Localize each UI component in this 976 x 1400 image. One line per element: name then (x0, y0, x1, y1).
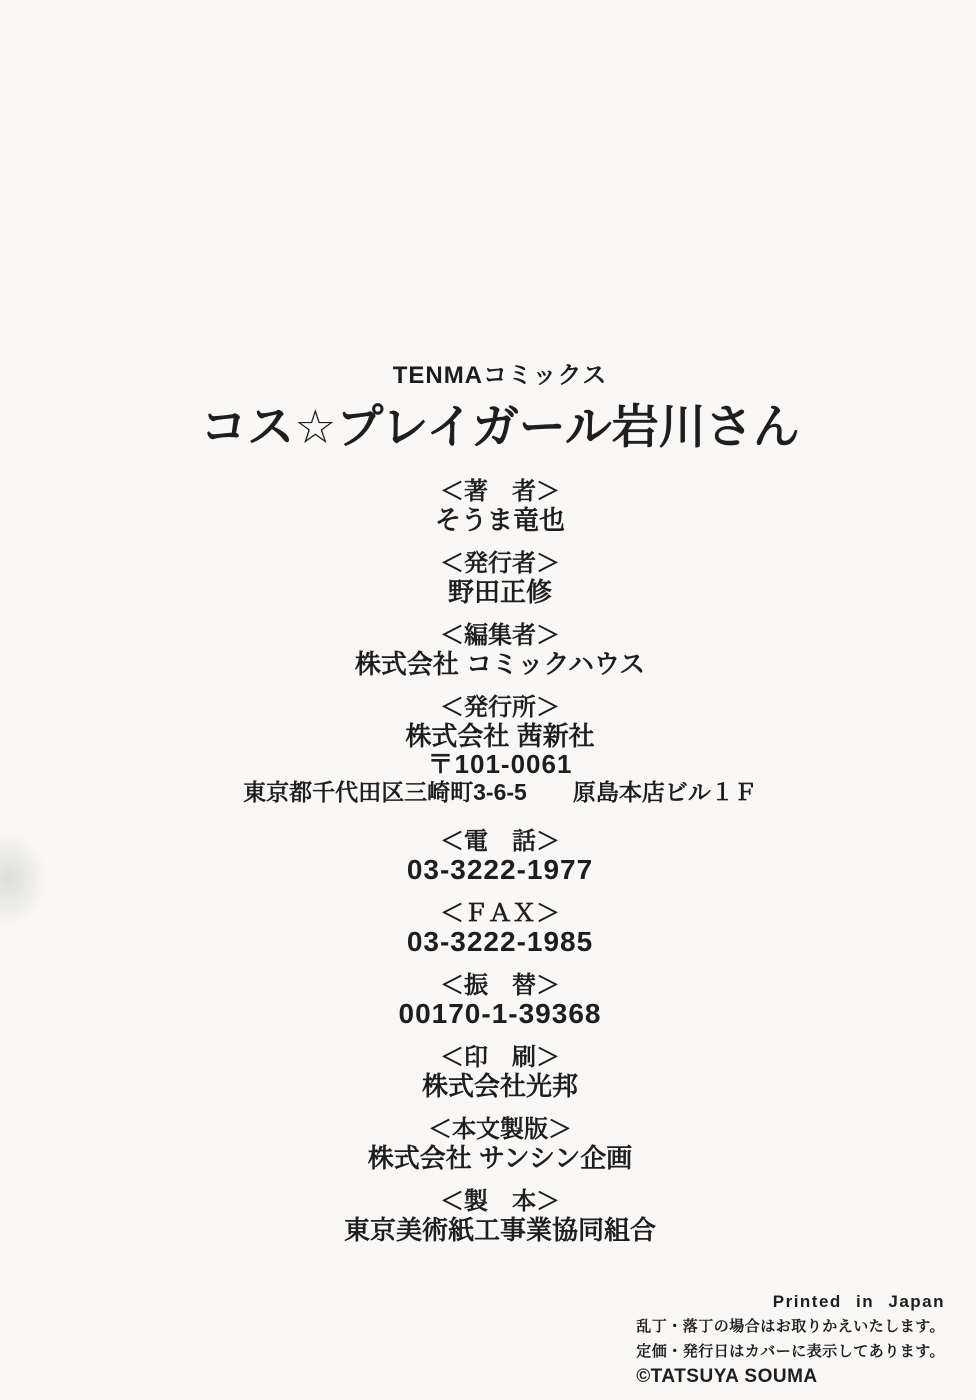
entry-label-printing: ＜印 刷＞ (440, 1044, 560, 1071)
entry-label-editor: ＜編集者＞ (440, 622, 560, 649)
entry-label-postal-transfer: ＜振 替＞ (440, 972, 560, 999)
entry-label-bookbinding: ＜製 本＞ (440, 1188, 560, 1215)
entry-value-printing: 株式会社光邦 (421, 1071, 578, 1101)
colophon-entry-publishing-office (12, 694, 976, 806)
entry-label-author: ＜著 者＞ (440, 478, 560, 505)
entry-label-fax: ＜ＦＡＸ＞ (440, 900, 560, 927)
entry-value-publisher-person: 野田正修 (447, 577, 552, 607)
colophon-entry-telephone (12, 828, 976, 884)
colophon-column (12, 362, 976, 1260)
footer-block (636, 1289, 945, 1389)
entry-label-telephone: ＜電 話＞ (440, 828, 560, 855)
entry-value-address: 東京都千代田区三崎町3-6-5 原島本店ビル１Ｆ (243, 779, 757, 805)
entry-value-publishing-company: 株式会社 茜新社 (405, 721, 595, 751)
book-title: コス☆プレイガール岩川さん (200, 400, 800, 453)
entry-value-fax: 03-3222-1985 (406, 926, 594, 957)
entry-value-author: そうま竜也 (434, 505, 565, 535)
series-name: TENMAコミックス (392, 362, 608, 389)
colophon-entry-author (12, 478, 976, 534)
entry-value-telephone: 03-3222-1977 (406, 854, 594, 885)
copyright-line: ©TATSUYA SOUMA (636, 1366, 818, 1387)
colophon-entry-postal-transfer (12, 972, 976, 1028)
colophon-entry-printing (12, 1044, 976, 1100)
entry-value-plate-making: 株式会社 サンシン企画 (367, 1143, 633, 1173)
entry-label-plate-making: ＜本文製版＞ (428, 1116, 572, 1143)
notice-replacement: 乱丁・落丁の場合はお取りかえいたします。 (636, 1318, 945, 1335)
colophon-entry-fax (12, 900, 976, 956)
entry-value-postal-code: 〒101-0061 (427, 749, 573, 779)
entry-value-postal-transfer: 00170-1-39368 (398, 998, 602, 1029)
entry-value-bookbinding: 東京美術紙工事業協同組合 (343, 1215, 656, 1245)
entry-label-publishing-office: ＜発行所＞ (440, 694, 560, 721)
entry-value-editor: 株式会社 コミックハウス (354, 649, 646, 679)
colophon-entry-publisher-person (12, 550, 976, 606)
printed-in-japan: Printed in Japan (772, 1292, 945, 1311)
colophon-entry-plate-making (12, 1116, 976, 1172)
entry-label-publisher-person: ＜発行者＞ (440, 550, 560, 577)
colophon-entry-editor (12, 622, 976, 678)
notice-price: 定価・発行日はカバーに表示してあります。 (636, 1343, 945, 1360)
colophon-entry-bookbinding (12, 1188, 976, 1244)
